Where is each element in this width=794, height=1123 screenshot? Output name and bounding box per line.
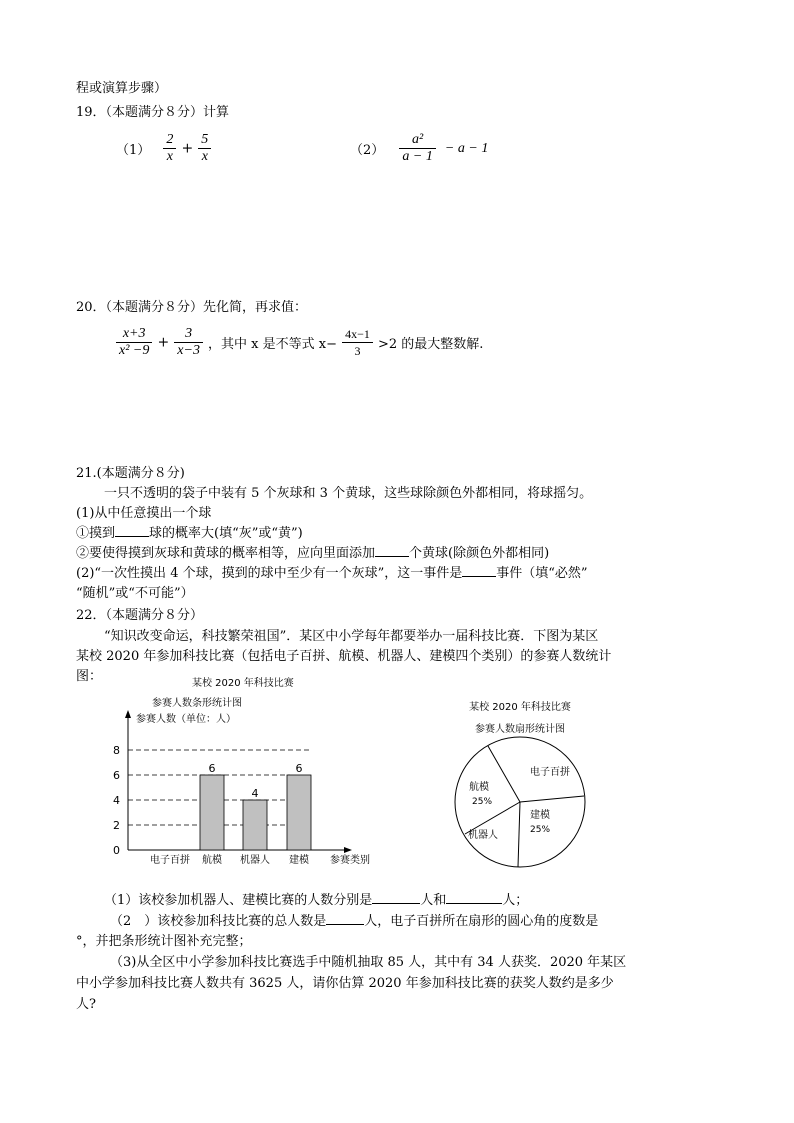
q22-stem-1: “知识改变命运，科技繁荣祖国”．某区中小学每年都要举办一届科技比赛．下图为某区 [104, 629, 599, 644]
q19-header: 19．（本题满分８分）计算 [76, 105, 230, 120]
x-tick-label: 航模 [202, 855, 222, 866]
q19-frac-c: $\frac{\text{a²}}{a - 1}$ [399, 132, 435, 165]
q20-frac-1: $\frac{x+3}{\text{x² −9}}$ [116, 326, 152, 359]
bar-chart-xlabel: 参赛类别 [330, 855, 370, 866]
q20-header: 20．（本题满分８分）先化简，再求值： [76, 300, 308, 315]
pie-slice-pct-modeling: 25% [530, 825, 551, 835]
q20-plus: + [157, 334, 170, 351]
q20-expression [116, 326, 483, 359]
bar [243, 800, 267, 850]
q19-part1 [116, 132, 211, 165]
pie-chart-title: 某校 2020 年科技比赛 [469, 702, 571, 713]
q19-part1-label: （1） [116, 143, 151, 158]
q19-plus: + [181, 140, 194, 157]
pie-chart-subtitle: 参赛人数扇形统计图 [475, 724, 565, 735]
x-tick-label: 建模 [289, 855, 309, 866]
q19-part2-tail: − a − 1 [444, 140, 489, 156]
q21-part2-line2: “随机”或“不可能”） [76, 586, 194, 601]
q21-blank-2[interactable] [375, 544, 409, 557]
q20-tail-text: >2 的最大整数解. [377, 337, 484, 352]
pie-chart [440, 690, 600, 870]
bar-value-label: 6 [295, 762, 303, 775]
q21-blank-1[interactable] [115, 524, 149, 537]
pie-slice-label-aeromodel: 航模 [469, 782, 489, 793]
q21-part1b: ②要使得摸到灰球和黄球的概率相等，应向里面添加 个黄球(除颜色外都相同) [76, 546, 550, 561]
q22-part3-1: （3)从全区中小学参加科技比赛选手中随机抽取 85 人，其中有 34 人获奖．2020 年某区 [110, 955, 627, 970]
q22-stem-2: 某校 2020 年参加科技比赛（包括电子百拼、航模、机器人、建模四个类别）的参赛人数统计 [76, 649, 612, 664]
q22-part3-2: 中小学参加科技比赛人数共有 3625 人，请你估算 2020 年参加科技比赛的获奖人数约是多少 [76, 976, 614, 991]
q22-part1: （1）该校参加机器人、建模比赛的人数分别是 人和 人； [104, 893, 529, 908]
q19-part2 [350, 132, 488, 165]
bar-chart-ylabel: 参赛人数（单位：人） [136, 714, 236, 725]
q22-part2-cont: °，并把条形统计图补充完整； [76, 934, 252, 949]
y-axis-arrow [125, 710, 131, 718]
y-tick-label: 0 [113, 844, 120, 857]
q21-part2: (2)“一次性摸出 4 个球，摸到的球中至少有一个灰球”，这一事件是 事件（填“必然” [76, 566, 588, 581]
x-axis-arrow [344, 847, 352, 853]
bar [200, 775, 224, 850]
bar-value-label: 6 [208, 762, 216, 775]
pie-slice-pct-aeromodel: 25% [472, 797, 493, 807]
q22-blank-3[interactable] [326, 912, 364, 925]
q22-part2: （2 ）该校参加科技比赛的总人数是 人，电子百拼所在扇形的圆心角的度数是 [110, 914, 599, 929]
x-tick-label: 机器人 [240, 855, 270, 866]
q21-part1a: ①摸到 球的概率大(填“灰”或“黄”) [76, 526, 303, 541]
q19-frac-a: $\frac{2}{x}$ [163, 132, 176, 165]
bar-chart-subtitle: 参赛人数条形统计图 [152, 698, 242, 709]
pie-slice-label-electronics: 电子百拼 [530, 767, 570, 778]
y-tick-label: 4 [113, 794, 120, 807]
q19-part2-label: （2） [350, 143, 385, 158]
y-tick-label: 8 [113, 744, 120, 757]
q22-blank-1[interactable] [372, 891, 420, 904]
intro-tail: 程或演算步骤） [76, 81, 168, 96]
q20-frac-3: $\frac{4x-1}{3}$ [342, 326, 373, 359]
x-tick-label: 电子百拼 [150, 855, 190, 866]
q21-blank-3[interactable] [462, 564, 496, 577]
q21-stem: 一只不透明的袋子中装有 5 个灰球和 3 个黄球，这些球除颜色外都相同，将球摇匀。 [104, 486, 593, 501]
q21-part1: (1)从中任意摸出一个球 [76, 506, 212, 521]
pie-slice-label-robot: 机器人 [468, 830, 498, 841]
pie-slice-label-modeling: 建模 [530, 810, 550, 821]
y-tick-label: 2 [113, 819, 120, 832]
bar-chart [100, 670, 400, 870]
bar [287, 775, 311, 850]
q22-blank-2[interactable] [446, 891, 502, 904]
q20-mid-text: ，其中 x 是不等式 x− [208, 337, 337, 352]
q21-header: 21.(本题满分８分) [76, 466, 185, 481]
bar-chart-title: 某校 2020 年科技比赛 [192, 678, 294, 689]
q22-part3-3: 人? [76, 997, 96, 1012]
q20-frac-2: $\frac{3}{x-3}$ [174, 326, 203, 359]
q19-frac-b: $\frac{5}{x}$ [198, 132, 211, 165]
q22-stem-3: 图： [76, 669, 103, 684]
bar-value-label: 4 [251, 787, 259, 800]
y-tick-label: 6 [113, 769, 120, 782]
q22-header: 22．（本题满分８分） [76, 608, 204, 623]
